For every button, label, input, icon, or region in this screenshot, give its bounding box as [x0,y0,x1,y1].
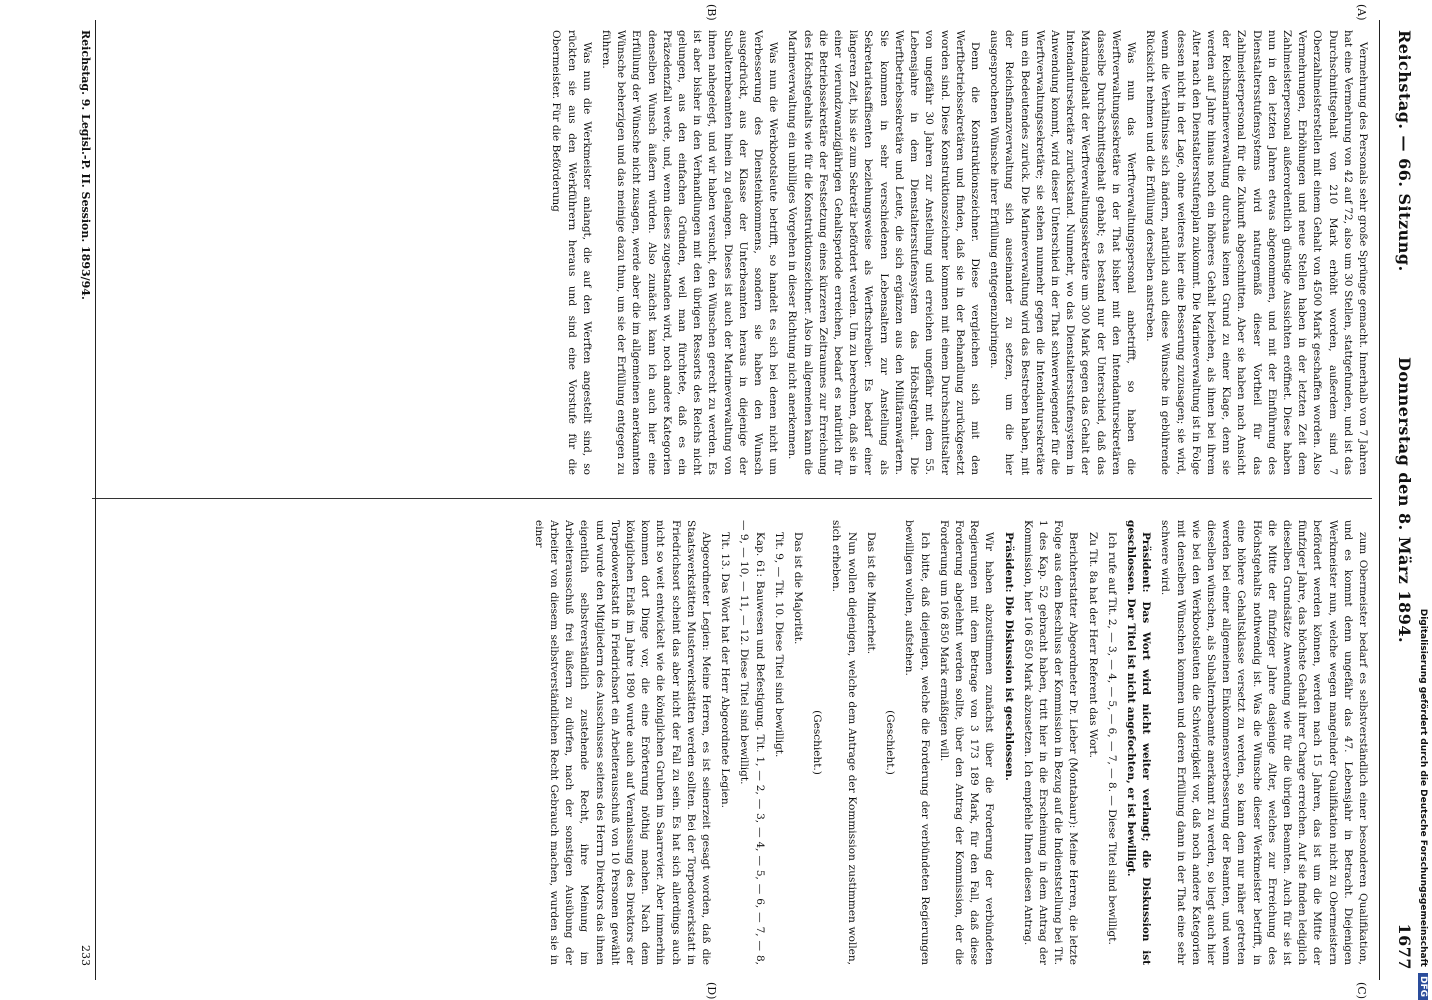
president-remark: Präsident: Das Wort wird nicht weiter verlangt; die Diskussion ist geschlossen. Der Titel ist nicht angefochten, er ist bewilligt. [1124,520,1153,965]
president-remark: Präsident: Die Diskussion ist geschlossen. [1002,532,1015,781]
paragraph: Tit. 9, — Tit. 10. Diese Titel sind bewilligt. [772,532,785,758]
paragraph: Ich bitte, daß diejenigen, welche die Forderung der verbündeten Regierungen bewilligen wollen, aufstehen. [903,520,931,965]
header-date: Donnerstag den 8. März 1894. [1395,356,1414,644]
left-column [90,30,1370,475]
dfg-logo: DFG [1418,973,1428,1000]
paragraph: zum Obermeister bedarf es selbstverständlich einer besonderen Qualifikation, und es kommt denn ungefähr das 47. Lebensjahr in Betracht. Diejenigen Werkmeister nun, welche wegen mangelnder Qualifikation nicht zu Obermeistern befördert werden können, werden nach 15 Jahren, das ist um die Mitte der fünfziger Jahre, das höchste Gehalt ihrer Charge erreichen. Auf sie finden lediglich dieselben Grundsätze Anwendung wie für die übrigen Beamten. Auch für sie ist die Mitte der fünfziger Jahre dasjenige Alter, welches zur Erreichung des Höchstgehalts nothwendig ist. Was die Wünsche dieser Werkmeister betrifft, in eine höhere Gehaltsklasse versetzt zu werden, so kann dem nur näher getreten werden bei einer allgemeinen Einkommensverbesserung der Beamten, und wenn dieselben wünschen, als Subalternbeamte anerkannt zu werden, so liegt auch hier wie bei den Werkbootsleuten die Schwierigkeit vor, daß noch andere Kategorien mit denselben Wünschen kommen und deren Erfüllung dann in der That eine sehr schwere wird. [1159,520,1369,965]
paragraph: Kap. 61: Bauwesen und Befestigung. Tit. 1, — 2, — 3, — 4, — 5, — 6, — 7, — 8, — 9, — 10, — 11, — 12. Diese Titel sind bewilligt. [738,520,766,965]
paragraph: Das ist die Majorität. [792,532,805,645]
margin-mark-a: (A) [1355,4,1368,21]
paragraph: Vermehrung des Personals sehr große Sprünge gemacht. Innerhalb von 7 Jahren hat eine Vermehrung von 42 auf 72, also um 30 Stellen, stattgefunden, und ist das Durchschnittsgehalt von 210 Mark erhöht worden, außerdem sind 7 Oberzahlmeisterstellen mit einem Gehalt von 4500 Mark geschaffen worden. Also Vermehrungen, Erhöhungen und neue Stellen haben in der letzten Zeit dem Zahlmeisterpersonal außerordentlich günstige Aussichten eröffnet. Diese haben nun in den letzten Jahren etwas abgenommen, und mit der Einführung des Dienstaltersstufensystems wird naturgemäß dieser Vortheil für das Zahlmeisterpersonal für die Zukunft abgeschnitten. Aber sie haben nach Ansicht der Reichsmarineverwaltung durchaus keinen Grund zu einer Klage, denn sie werden auf Jahre hinaus noch ein höheres Gehalt beziehen, als ihnen bei ihrem Alter nach den Dienstaltersstufenplan zukommt. Die Marineverwaltung ist in Folge dessen nicht in der Lage, ohne weiteres hier eine Besserung zuzusagen; sie wird, wenn die Verhältnisse sich ändern, natürlich auch diese Wünsche in gebührende Rücksicht nehmen und die Erfüllung derselben anstreben. [1144,30,1369,475]
right-column [90,520,1370,965]
stamp-text: Digitalisierung gefördert durch die Deutsche Forschungsgemeinschaft [1418,608,1428,967]
paragraph: Das ist die Minderheit. [864,532,877,655]
signature-number: 233 [79,945,92,966]
footer-session: Reichstag. 9. Legisl.-P. II. Session. 1893/94. [79,30,92,300]
paragraph: Was nun die Werkbootsleute betrifft, so handelt es sich bei denen nicht um Verbesserung des Diensteinkommens, sondern sie haben den Wunsch ausgedrückt, aus der Klasse der Unterbeamten heraus in diejenige der Subalternbeamten hinein zu gelangen. Dieses ist auch der Marineverwaltung von ihnen nahegelegt, und wir haben versucht, den Wünschen gerecht zu werden. Es ist aber bisher in den Verhandlungen mit den übrigen Ressorts des Reichs nicht gelungen, aus den einfachen Gründen, weil man fürchtete, daß es ein Präzedenzfall werde, und, wenn dieses zugestanden wird, noch andere Kategorien denselben Wunsch äußern würden. Also zunächst kann ich auch hier eine Erfüllung der Wünsche nicht zusagen, werde aber die im allgemeinen anerkannten Wünsche beherzigen und das meinige dazu thun, um sie der Erfüllung entgegen zu führen. [600,30,780,475]
digitization-stamp [1416,0,1428,1000]
footer-rule [95,20,96,980]
paragraph: Nun wollen diejenigen, welche dem Antrage der Kommission zustimmen wollen, sich erheben. [830,520,858,965]
paragraph: Berichterstatter Abgeordneter Dr. Lieber (Montabaur): Meine Herren, die letzte Folge aus dem Beschluss der Kommission in Bezug auf die Indienststellung bei Tit. 1 des Kap. 52 gebracht haben, tritt hier in die Erscheinung in dem Antrag der Kommission, hier 106 850 Mark abzusetzen. Ich empfehle Ihnen diesen Antrag. [1021,520,1080,965]
margin-mark-d: (D) [705,982,718,1000]
paragraph: Abgeordneter Legien: Meine Herren, es ist seinerzeit gesagt worden, daß die Staatswerkstätten Musterwerkstätten werden sollten. Bei der Torpedowerkstatt in Friedrichsort scheint das aber nicht der Fall zu sein. Es hat sich allerdings auch nicht so weit entwickelt wie die königlichen Gruben im Saarrevier. Aber immerhin kommen dort Dinge vor, die eine Erörterung nöthig machen. Nach dem königlichen Erlaß im Jahre 1890 wurde auch auf Veranlassung des Direktors der Torpedowerkstatt in Friedrichsort ein Arbeiterausschuß von 10 Personen gewählt und wurde den Mitgliedern des Ausschusses seitens des Herrn Direktors das ihnen eigentlich selbstverständlich zustehende Recht, ihre Meinung im Arbeiterausschuß frei äußern zu dürfen, nach der sonstigen Ausübung der Arbeiter von diesem selbstverständlichen Recht Gebrauch machen, wurden sie in einer [532,520,713,965]
page-number: 1677 [1395,923,1414,970]
paragraph: Tit. 13. Das Wort hat der Herr Abgeordnete Legien. [719,532,732,808]
paragraph: Zu Tit. 8a hat der Herr Referent das Wort. [1086,532,1099,759]
header-left: Reichstag. — 66. Sitzung. [1395,30,1414,272]
column-divider [92,498,1372,499]
stage-direction: (Geschieht.) [884,710,897,775]
paragraph: Was nun die Werkmeister anlangt, die auf den Werften angestellt sind, so rückten sie aus den Werkführern heraus und sind eine Vorstufe für die Obermeister. Für die Beförderung [550,30,593,475]
margin-mark-c: (C) [1355,982,1368,999]
paragraph: Denn die Konstruktionszeichner. Diese vergleichen sich mit den Werftbetriebssekretären und finden, daß sie in der Behandlung zurückgesetzt worden sind. Diese Konstruktionszeichner kommen mit einem Durchschnittsalter von ungefähr 30 Jahren zur Anstellung und erreichen ungefähr mit dem 55. Lebensjahre in dem Dienstaltersstufensystem das Höchstgehalt. Die Werftbetriebssekretäre und Leute, die sich ergänzen aus den Militäranwärtern. Sie kommen in sehr verschiedenen Lebensaltern zur Anstellung als Sekretariatsaffisenten beziehungsweise als Werftschreiber. Es bedarf einer längeren Zeit, bis sie zum Sekretär befördert werden. Um zu berechnen, daß sie in einer vierundzwanzigjährigen Gehaltsperiode erreichen, bedarf es natürlich für die Betriebssekretäre der Festsetzung eines kürzeren Zeitraumes zur Erreichung des Höchstgehalts wie für die Konstruktionszeichner. Also im allgemeinen kann die Marineverwaltung ein unbilliges Vorgehen in dieser Richtung nicht anerkennen. [786,30,981,475]
paragraph: Wir haben abzustimmen zunächst über die Forderung der verbündeten Regierungen mit dem Betrage von 3 173 189 Mark, für den Fall, daß diese Forderung abgelehnt werden sollte, über den Antrag der Kommission, der die Forderung um 106 850 Mark ermäßigen will. [937,520,996,965]
stage-direction: (Geschieht.) [811,710,824,775]
paragraph: Was nun das Werftverwaltungspersonal anbetrifft, so haben die Werftverwaltungssekretäre in der That bisher mit den Intendantursekretären dasselbe Durchschnittsgehalt gehabt; es bestand nur der Unterschied, daß das Maximalgehalt der Werftverwaltungssekretäre um 300 Mark gegen das Gehalt der Intendantursekretäre zurückstand. Nunmehr, wo das Dienstaltersstufensystem in Anwendung kommt, wird dieser Unterschied in der That schwerwiegender für die Werftverwaltungssekretäre; sie stehen nunmehr gegen die Intendantursekretäre um ein Bedeutendes zurück. Die Marineverwaltung wird das Bestreben haben, mit der Reichsfinanzverwaltung sich auseinander zu setzen, um die hier ausgesprochenen Wünsche ihrer Erfüllung entgegenzubringen. [988,30,1137,475]
paragraph: Ich rufe auf Tit. 2, — 3, — 4, — 5, — 6, — 7, — 8. — Diese Titel sind bewilligt. [1105,532,1118,945]
header-rule [1379,20,1380,980]
margin-mark-b: (B) [705,4,718,21]
